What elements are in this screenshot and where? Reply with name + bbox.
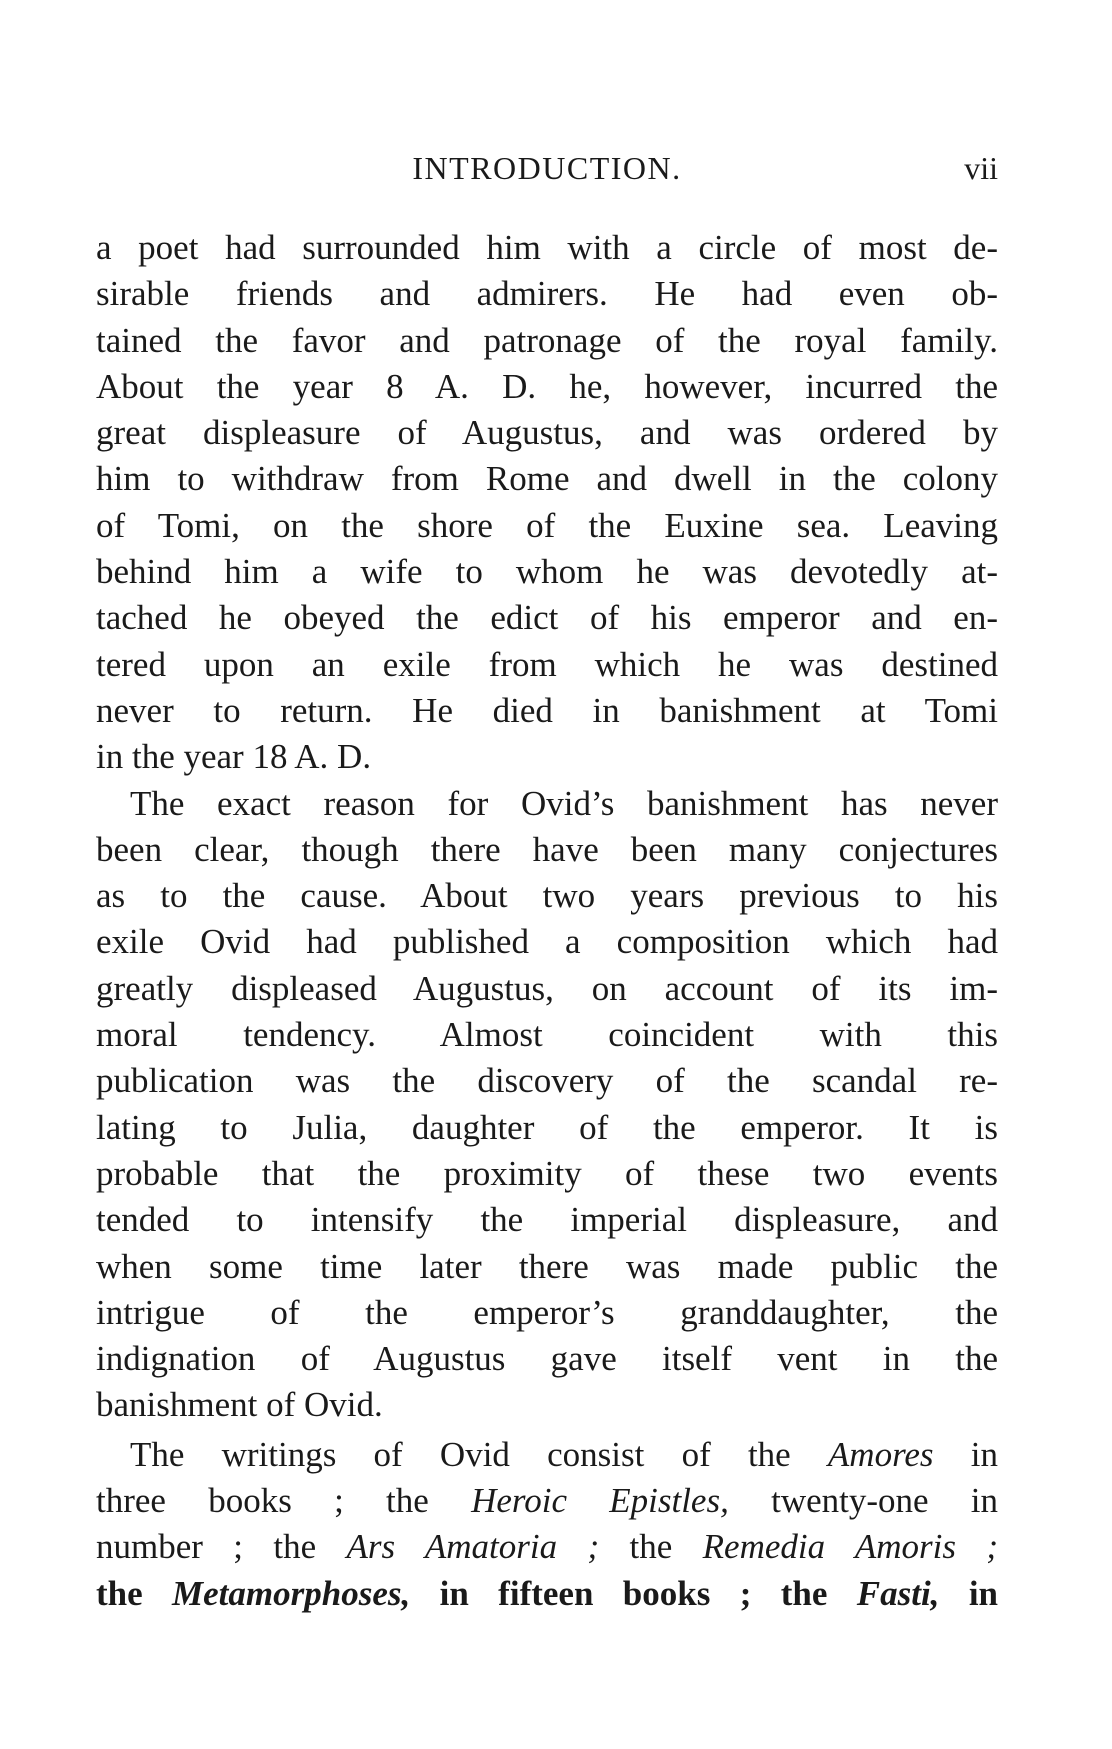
running-head: [96, 150, 998, 200]
text-line: intrigue of the emperor’s granddaughter, the: [96, 1292, 998, 1332]
paragraph-3: [96, 1432, 998, 1617]
text-line: of Tomi, on the shore of the Euxine sea. Leaving: [96, 505, 998, 545]
paragraph-2: [96, 781, 998, 1429]
text-run: the: [629, 1527, 673, 1567]
text-line: greatly displeased Augustus, on account of its im-: [96, 968, 998, 1008]
page-number: vii: [964, 150, 998, 186]
text-run: three books ; the: [96, 1481, 429, 1521]
work-title-amores: Amores: [827, 1434, 934, 1474]
text-line: as to the cause. About two years previous to his: [96, 876, 998, 916]
paragraph-1: [96, 225, 998, 781]
text-line: The exact reason for Ovid’s banishment has never: [130, 783, 998, 823]
text-line: tained the favor and patronage of the royal family.: [96, 320, 998, 360]
text-line: banishment of Ovid.: [96, 1385, 383, 1425]
body-text: [96, 225, 998, 1617]
text-line: [96, 1571, 998, 1617]
text-line: tered upon an exile from which he was destined: [96, 644, 998, 684]
text-run: in: [970, 1434, 999, 1474]
text-line: About the year 8 A. D. he, however, incurred the: [96, 366, 998, 406]
text-line: behind him a wife to whom he was devotedly at-: [96, 552, 998, 592]
text-line: tended to intensify the imperial displeasure, and: [96, 1200, 998, 1240]
text-line: sirable friends and admirers. He had even ob-: [96, 274, 998, 314]
text-line: moral tendency. Almost coincident with this: [96, 1015, 998, 1055]
text-line: tached he obeyed the edict of his emperor and en-: [96, 598, 998, 638]
text-line: him to withdraw from Rome and dwell in the colony: [96, 459, 998, 499]
text-line: when some time later there was made public the: [96, 1246, 998, 1286]
text-line: [96, 1478, 998, 1524]
text-line: exile Ovid had published a composition which had: [96, 922, 998, 962]
text-run: The writings of Ovid consist of the: [130, 1434, 791, 1474]
text-line: in the year 18 A. D.: [96, 737, 372, 777]
text-line: publication was the discovery of the scandal re-: [96, 1061, 998, 1101]
work-title-fasti: Fasti,: [856, 1573, 940, 1613]
text-run: the: [96, 1573, 143, 1613]
text-run: number ; the: [96, 1527, 317, 1567]
text-line: lating to Julia, daughter of the emperor. It is: [96, 1107, 998, 1147]
work-title-metamorphoses: Metamorphoses,: [172, 1573, 411, 1613]
text-line: [96, 1432, 998, 1478]
work-title-remedia-amoris: Remedia Amoris ;: [702, 1527, 999, 1567]
text-line: probable that the proximity of these two events: [96, 1153, 998, 1193]
running-title: INTRODUCTION.: [412, 150, 682, 186]
text-run: twenty-one in: [771, 1481, 999, 1521]
text-line: been clear, though there have been many conjectures: [96, 829, 998, 869]
text-run: in: [968, 1573, 999, 1613]
text-line: great displeasure of Augustus, and was ordered by: [96, 413, 998, 453]
text-run: in fifteen books ; the: [439, 1573, 828, 1613]
text-line: [96, 1524, 998, 1570]
work-title-heroic-epistles: Heroic Epistles,: [471, 1481, 729, 1521]
text-line: never to return. He died in banishment at Tomi: [96, 690, 998, 730]
text-line: indignation of Augustus gave itself vent in the: [96, 1339, 998, 1379]
work-title-ars-amatoria: Ars Amatoria ;: [346, 1527, 600, 1567]
text-line: a poet had surrounded him with a circle of most de-: [96, 228, 998, 267]
